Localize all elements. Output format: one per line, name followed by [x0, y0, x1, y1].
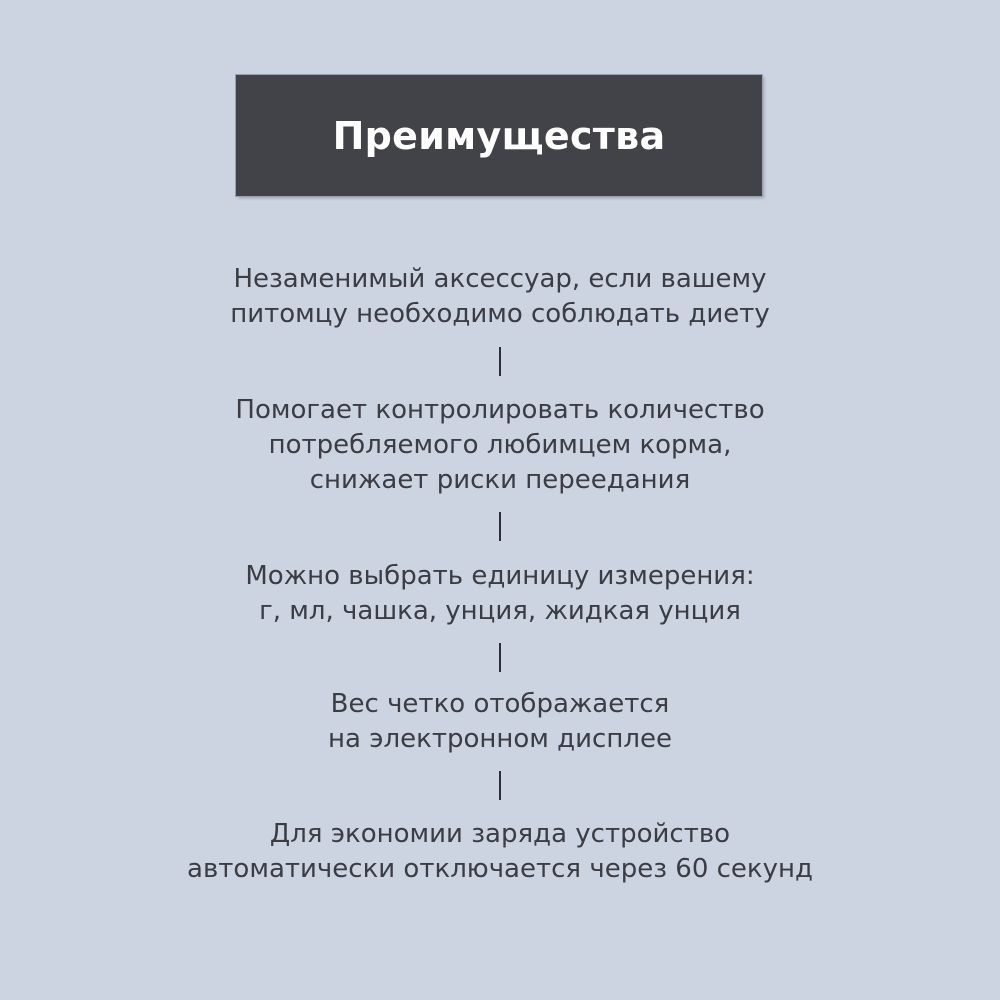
- benefit-line: Для экономии заряда устройство: [269, 819, 731, 849]
- benefit-line: Можно выбрать единицу измерения:: [245, 561, 755, 591]
- benefit-item-diet: [100, 262, 900, 332]
- benefit-line: питомцу необходимо соблюдать диету: [230, 299, 770, 329]
- benefit-item-display: [100, 687, 900, 757]
- divider-line: [499, 643, 501, 672]
- benefit-line: автоматически отключается через 60 секунд: [187, 854, 813, 884]
- benefit-line: Помогает контролировать количество: [235, 395, 765, 425]
- benefit-item-portion-control: [100, 393, 900, 498]
- benefit-line: на электронном дисплее: [328, 724, 672, 754]
- benefit-line: г, мл, чашка, унция, жидкая унция: [259, 596, 741, 626]
- divider-line: [499, 347, 501, 376]
- benefit-line: снижает риски переедания: [309, 465, 691, 495]
- divider-line: [499, 771, 501, 800]
- benefit-line: Незаменимый аксессуар, если вашему: [233, 264, 767, 294]
- divider-line: [499, 512, 501, 541]
- benefit-line: потребляемого любимцем корма,: [268, 430, 732, 460]
- title-banner: [236, 75, 762, 196]
- benefit-item-units: [100, 559, 900, 629]
- benefit-line: Вес четко отображается: [330, 689, 670, 719]
- benefit-item-auto-off: [100, 817, 900, 887]
- page-title: Преимущества: [332, 113, 666, 158]
